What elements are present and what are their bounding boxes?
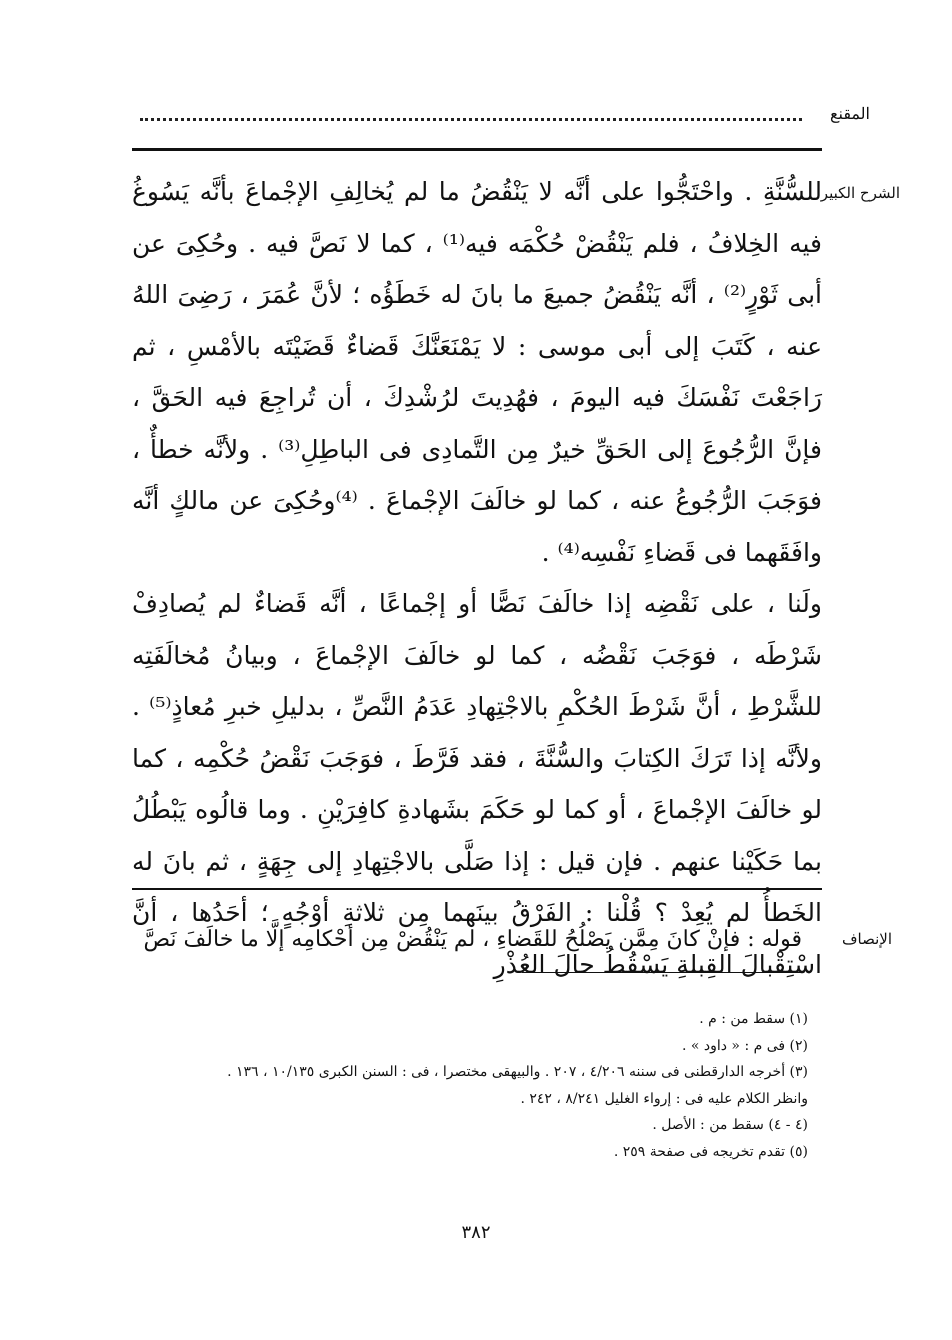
- header-rule: [132, 148, 822, 151]
- footnotes-list: [130, 1006, 808, 1165]
- main-paragraph: ولَنا ، على نَقْضِه إذا خالَفَ نَصًّا أو إجْماعًا ، أنَّه قَضاءٌ لم يُصادِفْ شَرْطَه ، فوَجَبَ نَقْضُه ، كما لو خالَفَ الإجْماعَ ، وبيانُ مُخالَفَتِه للشَّرْطِ ، أنَّ شَرْطَ الحُكْمِ بالاجْتِهادِ عَدَمُ النَّصِّ ، بدليلِ خبرِ مُعاذٍ⁽⁵⁾ . ولأنَّه إذا تَرَكَ الكِتابَ والسُّنَّةَ ، فقد فَرَّطَ ، فوَجَبَ نَقْضُ حُكْمِه ، كما لو خالَفَ الإجْماعَ ، أو كما لو حَكَمَ بشَهادةِ كافِرَيْنِ . وما قالُوه يَبْطُلُ بما حَكَيْنا عنهم . فإن قيل : إذا صَلَّى بالاجْتِهادِ إلى جِهَةٍ ، ثم بانَ له الخَطأُ لم يُعِدْ ؟ قُلْنا : الفَرْقُ بينَهما مِن ثلاثةِ أوْجُهٍ ؛ أحَدُها ، أنَّ اسْتِقْبالَ القِبلةِ يَسْقُطُ حالَ العُذْرِ: [132, 589, 823, 979]
- footnote: وانظر الكلام عليه فى : إرواء الغليل ٨/٢٤١ ، ٢٤٢ .: [520, 1090, 808, 1107]
- main-paragraph: للسُّنَّةِ . واحْتَجُّوا على أنَّه لا يَنْقُضُ ما لم يُخالِفِ الإجْماعَ بأنَّه يَسُوغُ فيه الخِلافُ ، فلم يَنْقُضْ حُكْمَه فيه⁽¹⁾ ، كما لا نَصَّ فيه . وحُكِىَ عن أبى ثَوْرٍ⁽²⁾ ، أنَّه يَنْقُضُ جميعَ ما بانَ له خَطَؤُه ؛ لأنَّ عُمَرَ ، رَضِىَ اللهُ عنه ، كَتَبَ إلى أبى موسى : لا يَمْنَعَنَّكَ قَضاءٌ قَضَيْتَه بالأمْسِ ، ثم رَاجَعْتَ نَفْسَكَ فيه اليومَ ، فهُدِيتَ لرُشْدِكَ ، أن تُراجِعَ فيه الحَقَّ ، فإنَّ الرُّجُوعَ إلى الحَقِّ خيرٌ مِن التَّمادِى فى الباطِلِ⁽³⁾ . ولأنَّه خطأٌ ، فوَجَبَ الرُّجُوعُ عنه ، كما لو خالَفَ الإجْماعَ . ⁽⁴⁾وحُكِىَ عن مالكٍ أنَّه وافَقَهما فى قَضاءِ نَفْسِه⁽⁴⁾ .: [132, 177, 823, 567]
- running-header-title: المقنع: [829, 104, 870, 123]
- section-divider: [132, 888, 822, 890]
- footnote-divider: [522, 972, 802, 973]
- page-number: ٣٨٢: [461, 1222, 491, 1243]
- footnote: (٢) فى م : « داود » .: [681, 1037, 808, 1054]
- insaf-section-label: الإنصاف: [841, 930, 892, 948]
- footnote: (٥) تقدم تخريجه فى صفحة ٢٥٩ .: [613, 1143, 808, 1160]
- footnote: (٣) أخرجه الدارقطنى فى سننه ٤/٢٠٦ ، ٢٠٧ . والبيهقى مختصرا ، فى : السنن الكبرى ١٠/١٣٥ ، ١٣٦ .: [227, 1064, 808, 1080]
- footnote: (١) سقط من : م .: [699, 1011, 808, 1027]
- footnote: (٤ - ٤) سقط من : الأصل .: [652, 1117, 808, 1133]
- sharh-section-label: الشرح الكبير: [820, 184, 900, 202]
- insaf-text: قوله : فإنْ كانَ مِمَّن يَصْلُحُ للقَضاءِ ، لم يَنْقُضْ مِن أحْكامِه إلَّا ما خالَفَ نَصَّ: [143, 927, 802, 952]
- sharh-main-text: [132, 166, 822, 990]
- header-dotted-leader: [140, 108, 802, 121]
